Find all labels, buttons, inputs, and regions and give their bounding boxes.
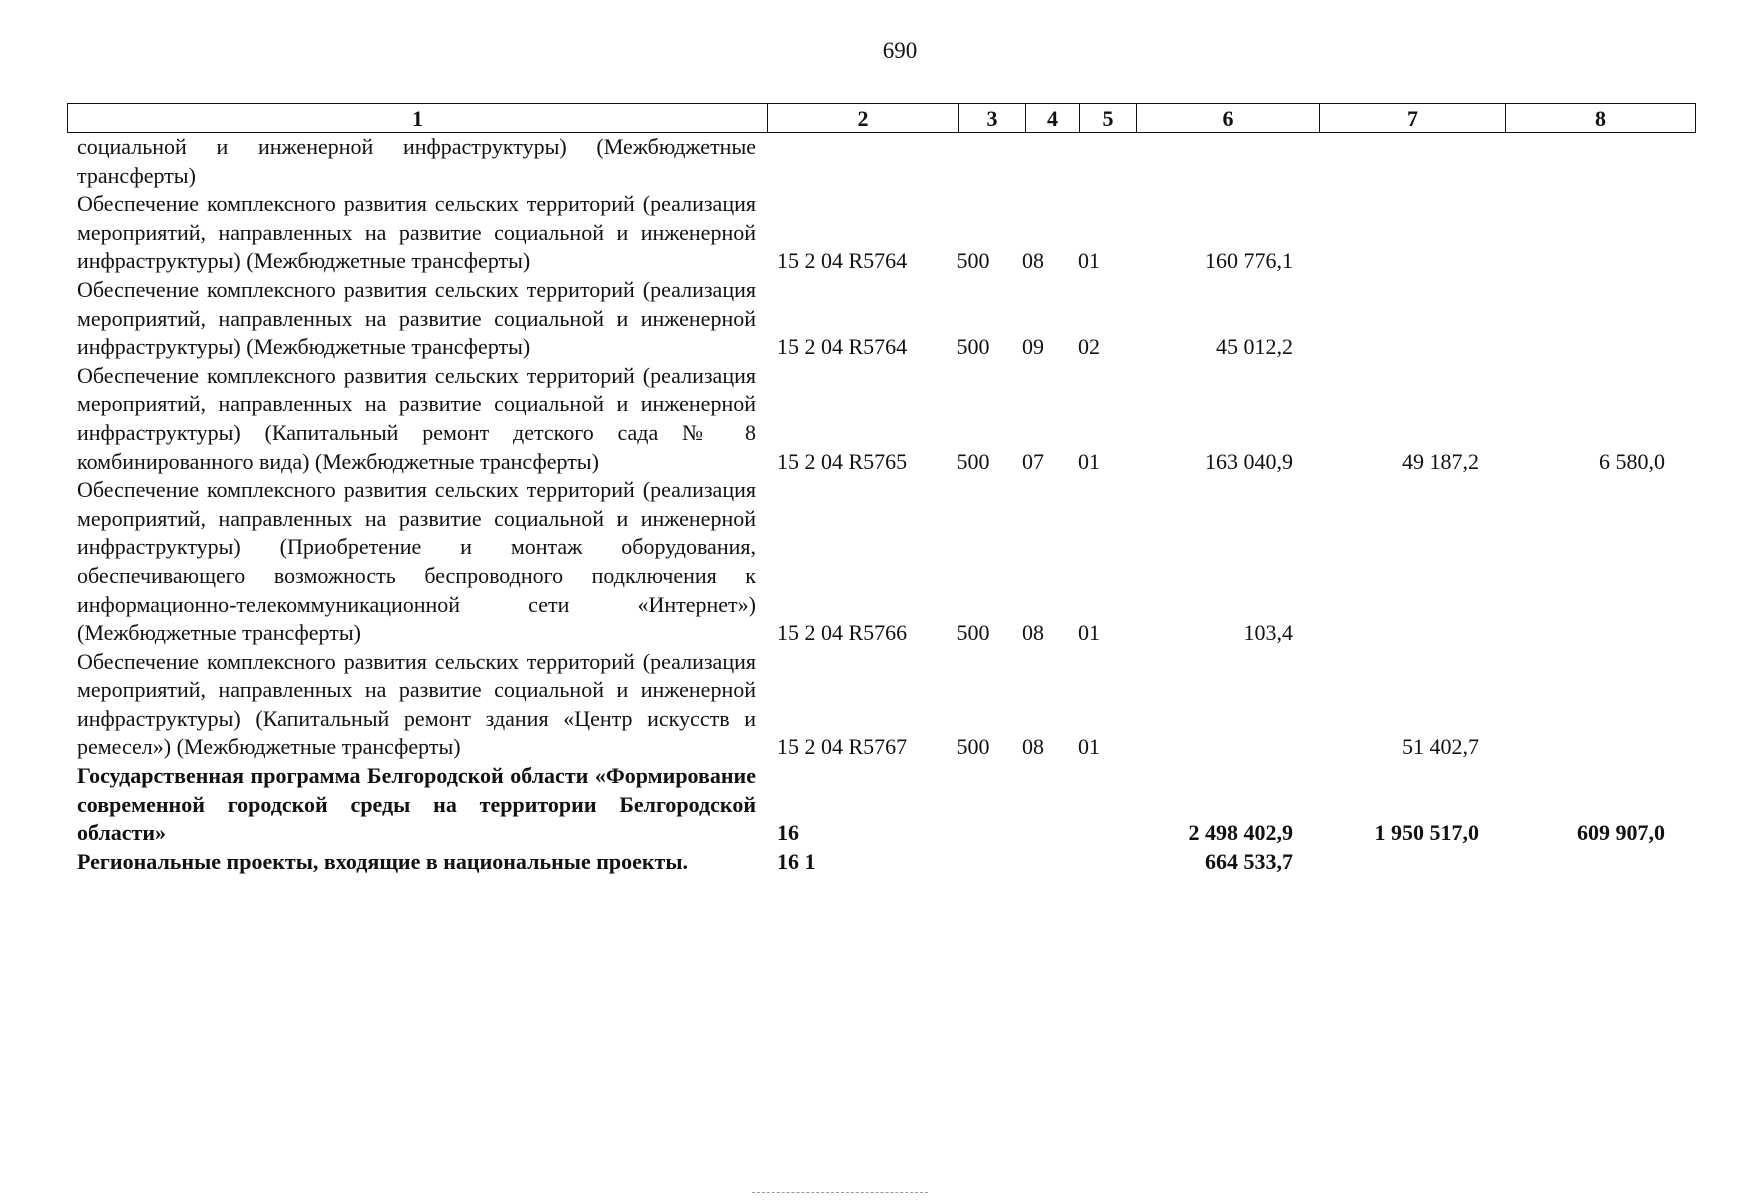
- row-col-4: 09: [1022, 334, 1044, 360]
- table-header: [67, 103, 1696, 133]
- header-col-2: 2: [768, 104, 959, 132]
- row-description: Обеспечение комплексного развития сельских территорий (реализация мероприятий, направленных на развитие социальной и инженерной инфраструктуры) (Межбюджетные трансферты): [77, 276, 756, 360]
- row-description: Государственная программа Белгородской области «Формирование современной городской среды на территории Белгородской области»: [77, 763, 756, 846]
- row-code: 15 2 04 R5767: [777, 734, 908, 760]
- header-col-5: 5: [1080, 104, 1137, 132]
- row-description: социальной и инженерной инфраструктуры) (Межбюджетные трансферты): [77, 134, 756, 188]
- row-col-5: 01: [1078, 448, 1100, 474]
- header-col-1: 1: [68, 104, 768, 132]
- row-description: Обеспечение комплексного развития сельских территорий (реализация мероприятий, направленных на развитие социальной и инженерной инфраструктуры) (Капитальный ремонт детского сада № 8 комбинированного вида) (Межбюджетные трансферты): [77, 362, 756, 474]
- row-code: 15 2 04 R5764: [777, 334, 908, 360]
- row-col-7: 51 402,7: [1402, 734, 1479, 760]
- row-col-3: 500: [956, 734, 990, 760]
- row-col-4: 08: [1022, 248, 1044, 274]
- table-row: [77, 190, 1697, 276]
- header-col-8: 8: [1595, 106, 1606, 131]
- table-row: [77, 762, 1697, 848]
- table-row: [77, 648, 1697, 762]
- row-col-8: 6 580,0: [1599, 448, 1665, 474]
- page-footer-rule: [752, 1192, 928, 1194]
- row-col-6: 163 040,9: [1205, 448, 1293, 474]
- row-code: 15 2 04 R5766: [777, 620, 908, 646]
- table-body: [77, 133, 1697, 876]
- header-col-4: 4: [1026, 104, 1080, 132]
- row-col-6: 160 776,1: [1205, 248, 1293, 274]
- row-col-3: 500: [956, 248, 990, 274]
- row-description: Обеспечение комплексного развития сельских территорий (реализация мероприятий, направленных на развитие социальной и инженерной инфраструктуры) (Капитальный ремонт здания «Центр искусств и ремесел») (Межбюджетные трансферты): [77, 648, 756, 760]
- row-description: Обеспечение комплексного развития сельских территорий (реализация мероприятий, направленных на развитие социальной и инженерной инфраструктуры) (Приобретение и монтаж оборудования, обеспечивающего возможность беспроводного подключения к информационно-телекоммуникационной сети «Интернет») (Межбюджетные трансферты): [77, 477, 756, 646]
- row-col-7: 1 950 517,0: [1374, 820, 1479, 846]
- table-row: [77, 476, 1697, 648]
- row-col-4: 08: [1022, 620, 1044, 646]
- row-col-3: 500: [956, 448, 990, 474]
- row-code: 15 2 04 R5765: [777, 448, 908, 474]
- row-description: Региональные проекты, входящие в национальные проекты.: [77, 848, 689, 874]
- row-col-4: 08: [1022, 734, 1044, 760]
- header-col-7: 7: [1320, 104, 1506, 132]
- table-row: [77, 362, 1697, 476]
- row-col-5: 02: [1078, 334, 1100, 360]
- row-col-3: 500: [956, 334, 990, 360]
- row-col-5: 01: [1078, 734, 1100, 760]
- row-col-5: 01: [1078, 620, 1100, 646]
- row-code: 16: [777, 820, 799, 846]
- row-col-7: 49 187,2: [1402, 448, 1479, 474]
- row-col-6: 103,4: [1243, 620, 1293, 646]
- row-col-8: 609 907,0: [1577, 820, 1665, 846]
- row-code: 15 2 04 R5764: [777, 248, 908, 274]
- row-code: 16 1: [777, 848, 816, 874]
- header-col-6: 6: [1137, 104, 1320, 132]
- row-col-5: 01: [1078, 248, 1100, 274]
- page-number: 690: [882, 38, 918, 63]
- row-col-6: 664 533,7: [1205, 848, 1293, 874]
- row-description: Обеспечение комплексного развития сельских территорий (реализация мероприятий, направленных на развитие социальной и инженерной инфраструктуры) (Межбюджетные трансферты): [77, 191, 756, 274]
- row-col-6: 2 498 402,9: [1188, 820, 1293, 846]
- table-row: [77, 848, 1697, 877]
- row-col-3: 500: [956, 620, 990, 646]
- table-row: [77, 133, 1697, 190]
- row-col-4: 07: [1022, 448, 1044, 474]
- row-col-6: 45 012,2: [1216, 334, 1293, 360]
- table-row: [77, 276, 1697, 362]
- header-col-3: 3: [959, 104, 1026, 132]
